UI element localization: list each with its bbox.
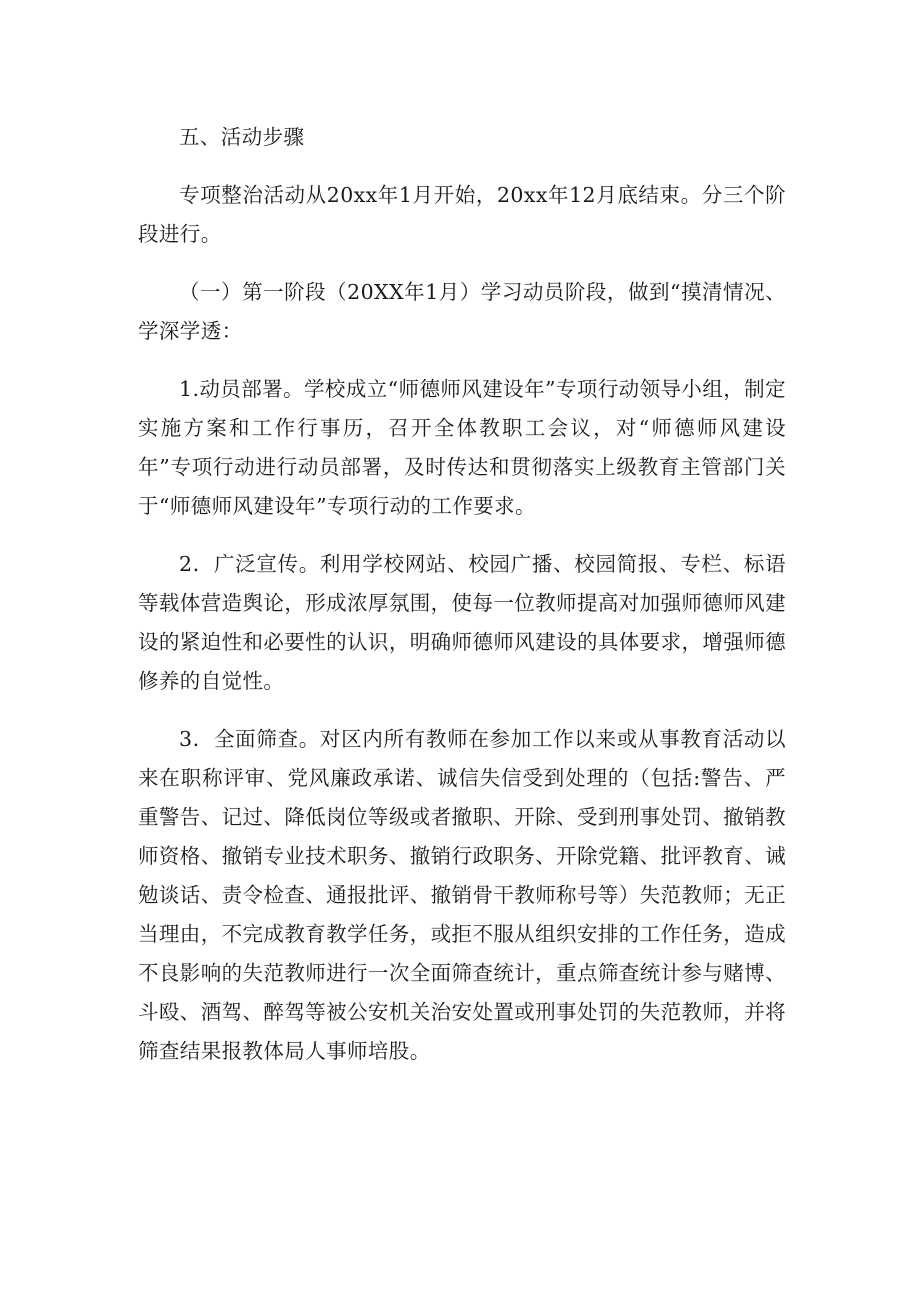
document-body [138, 118, 786, 1090]
item-publicity: 2．广泛宣传。利用学校网站、校园广播、校园简报、专栏、标语等载体营造舆论，形成浓厚氛围，使每一位教师提高对加强师德师风建设的紧迫性和必要性的认识，明确师德师风建设的具体要求，增强师德修养的自觉性。 [138, 552, 786, 693]
intro-paragraph: 专项整治活动从20xx年1月开始，20xx年12月底结束。分三个阶段进行。 [138, 183, 786, 246]
phase1-heading: （一）第一阶段（20XX年1月）学习动员阶段，做到“摸清情况、学深学透： [138, 280, 786, 343]
item-screening: 3．全面筛查。对区内所有教师在参加工作以来或从事教育活动以来在职称评审、党风廉政承诺、诚信失信受到处理的（包括:警告、严重警告、记过、降低岗位等级或者撤职、开除、受到刑事处罚、撤销教师资格、撤销专业技术职务、撤销行政职务、开除党籍、批评教育、诫勉谈话、责令检查、通报批评、撤销骨干教师称号等）失范教师；无正当理由，不完成教育教学任务，或拒不服从组织安排的工作任务，造成不良影响的失范教师进行一次全面筛查统计，重点筛查统计参与赌博、斗殴、酒驾、醉驾等被公安机关治安处置或刑事处罚的失范教师，并将筛查结果报教体局人事师培股。 [138, 727, 786, 1063]
section-heading: 五、活动步骤 [179, 125, 305, 149]
item-mobilization: 1.动员部署。学校成立“师德师风建设年”专项行动领导小组，制定实施方案和工作行事历，召开全体教职工会议，对“师德师风建设年”专项行动进行动员部署，及时传达和贯彻落实上级教育主管部门关于“师德师风建设年”专项行动的工作要求。 [138, 377, 786, 518]
